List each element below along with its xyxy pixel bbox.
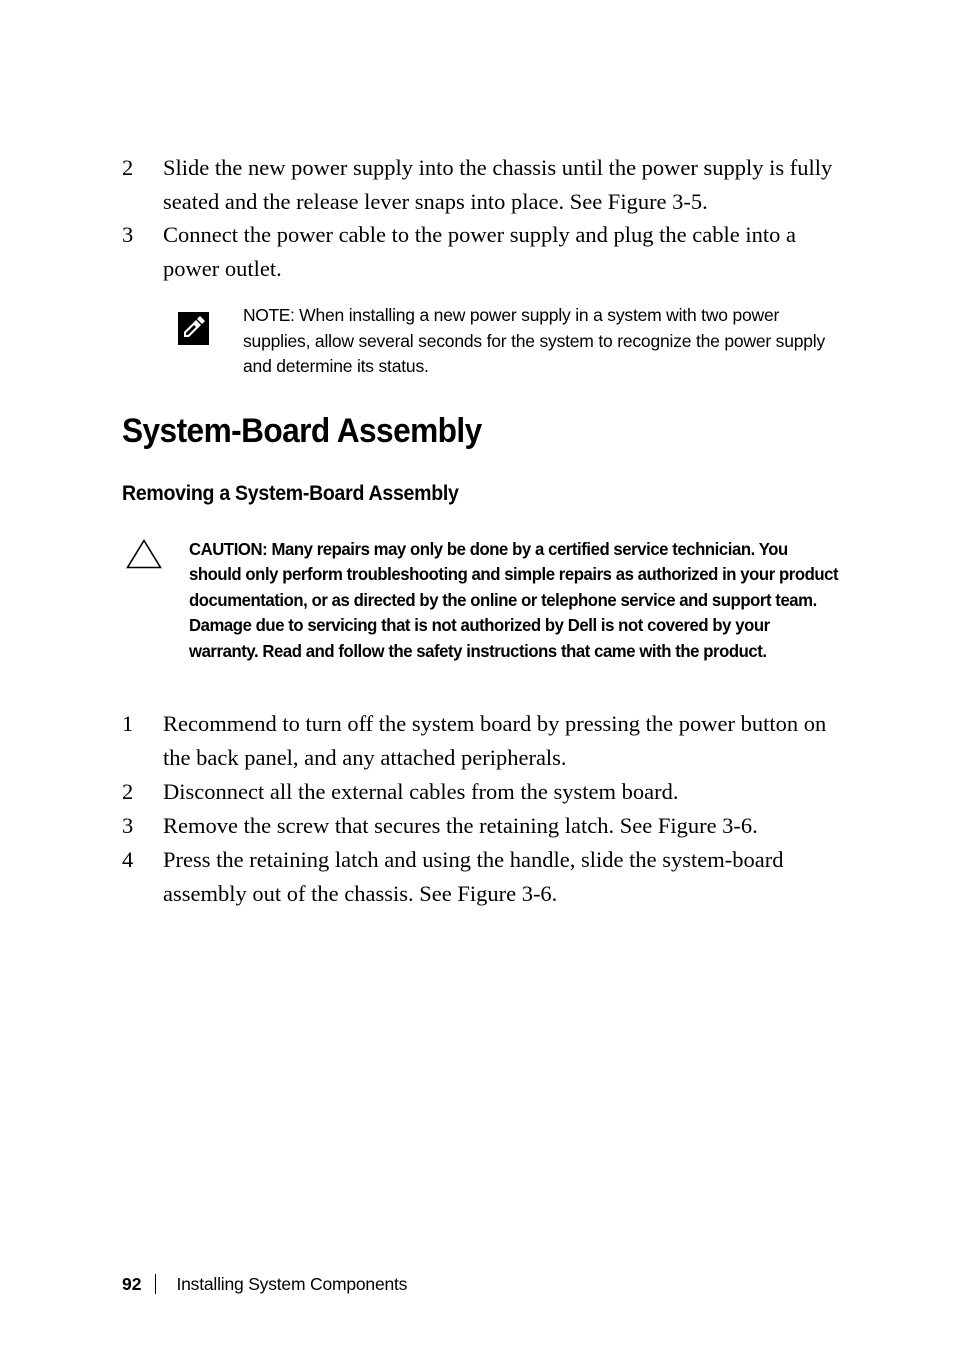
caution-label: CAUTION: xyxy=(189,539,268,559)
step-2 xyxy=(122,775,842,809)
note-pencil-icon xyxy=(178,312,209,345)
caution-body: Many repairs may only be done by a certified service technician. You should only perform troubleshooting and simple repairs as authorized in your product documentation, or as directed by the online or telephone service and support team. Damage due to servicing that is not authorized by Dell is not covered by your warranty. Read and follow the safety instructions that came with the product. xyxy=(189,539,839,661)
caution-triangle-icon xyxy=(126,539,162,569)
step-number: 4 xyxy=(122,847,134,872)
step-text: Recommend to turn off the system board by pressing the power button on the back panel, and any attached peripherals. xyxy=(163,711,827,770)
step-number: 2 xyxy=(122,155,134,180)
note-body: When installing a new power supply in a system with two power supplies, allow several seconds for the system to recognize the power supply and determine its status. xyxy=(243,305,826,376)
step-2-top xyxy=(122,151,842,218)
footer-separator xyxy=(155,1274,156,1294)
step-text: Press the retaining latch and using the handle, slide the system-board assembly out of the chassis. See Figure 3-6. xyxy=(163,847,784,906)
step-3-top xyxy=(122,218,842,285)
note-label: NOTE: xyxy=(243,305,295,325)
step-4 xyxy=(122,843,842,910)
page-number: 92 xyxy=(122,1274,142,1294)
step-number: 3 xyxy=(122,222,134,247)
step-text: Remove the screw that secures the retaining latch. See Figure 3-6. xyxy=(163,813,758,838)
caution-text xyxy=(189,537,838,664)
subsection-title: Removing a System-Board Assembly xyxy=(122,482,459,505)
step-1 xyxy=(122,707,842,774)
note-text xyxy=(243,303,843,380)
step-text: Disconnect all the external cables from the system board. xyxy=(163,779,679,804)
step-number: 2 xyxy=(122,779,134,804)
footer-section-name: Installing System Components xyxy=(176,1274,408,1294)
step-number: 3 xyxy=(122,813,134,838)
step-3 xyxy=(122,809,842,843)
page-footer xyxy=(122,1272,407,1296)
step-number: 1 xyxy=(122,711,134,736)
section-title: System-Board Assembly xyxy=(122,412,482,450)
step-text: Connect the power cable to the power supply and plug the cable into a power outlet. xyxy=(163,222,796,281)
step-text: Slide the new power supply into the chassis until the power supply is fully seated and the release lever snaps into place. See Figure 3-5. xyxy=(163,155,833,214)
